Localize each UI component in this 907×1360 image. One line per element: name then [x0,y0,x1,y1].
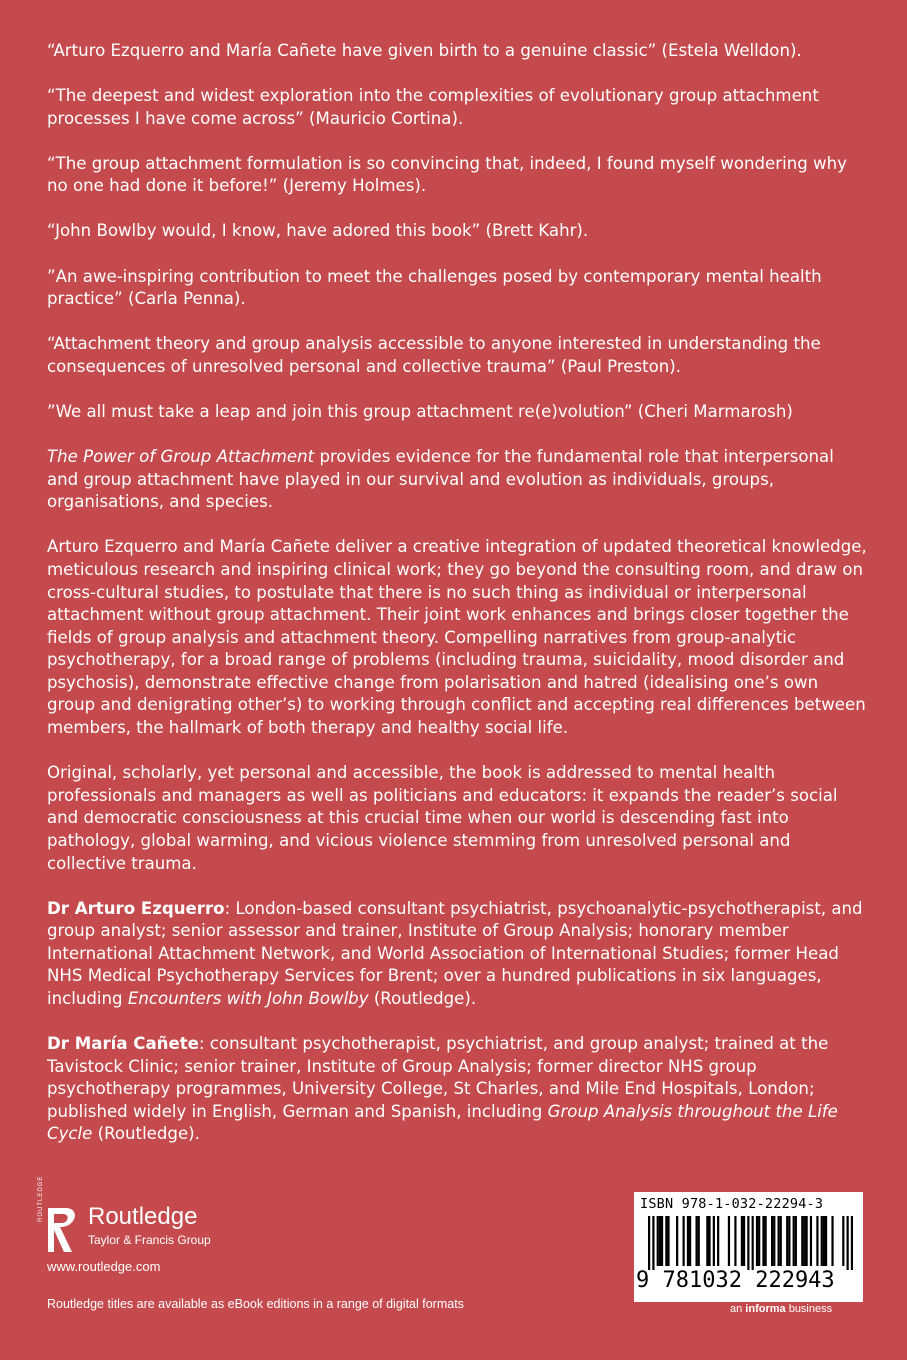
barcode-bar [777,1216,779,1266]
barcode-bar [810,1216,812,1266]
barcode-bar [771,1216,773,1266]
quote-6: “Attachment theory and group analysis accessible to anyone interested in understanding the consequences of unresolved personal and collective trauma” (Paul Preston). [47,334,821,376]
barcode-bar [743,1216,745,1266]
barcode-bar [795,1216,797,1266]
description-paragraph-2: Arturo Ezquerro and María Cañete deliver a creative integration of updated theoretical knowledge, meticulous research and inspiring clinical work; they go beyond the consulting room, and draw on cross-cultural studies, to postulate that there is no such thing as individual or interpersonal attachment without group attachment. Their joint work enhances and brings closer together the fields of group analysis and attachment theory. Compelling narratives from group-analytic psychotherapy, for a broad range of problems (including trauma, suicidality, mood disorder and psychosis), demonstrate effective change from polarisation and hatred (idealising one’s own group and denigrating other’s) to working through conflict and accepting real differences between members, the hallmark of both therapy and healthy social life. [47,537,867,738]
barcode-bar [786,1216,788,1266]
quote-4: “John Bowlby would, I know, have adored this book” (Brett Kahr). [47,221,589,241]
barcode-bar [706,1216,708,1266]
barcode-bar [708,1216,710,1266]
quote-3: “The group attachment formulation is so convincing that, indeed, I found myself wondering why no one had done it before!” (Jeremy Holmes). [47,153,847,196]
barcode-bar [717,1216,719,1266]
barcode-bar [762,1216,764,1266]
barcode-bar [780,1216,782,1266]
barcode-box [634,1192,863,1302]
barcode-bar [695,1216,697,1266]
quote-5: ”An awe-inspiring contribution to meet the challenges posed by contemporary mental health practice” (Carla Penna). [47,266,822,309]
publisher-name: Routledge [88,1203,198,1230]
barcode-bar [728,1216,730,1266]
barcode-bar [648,1216,650,1270]
routledge-vertical-wordmark: ROUTLEDGE [38,1175,44,1222]
barcode [648,1216,853,1270]
barcode-bar [659,1216,661,1266]
barcode-bar [758,1216,760,1266]
publisher-website: www.routledge.com [47,1259,161,1274]
barcode-bar [652,1216,654,1270]
barcode-digits: 9 781032 222943 [636,1268,835,1293]
description-paragraph-1: The Power of Group Attachment provides evidence for the fundamental role that interpersonal and group attachment have played in our survival and evolution as individuals, groups, organisations, and species. [47,447,834,512]
description-paragraph-3: Original, scholarly, yet personal and accessible, the book is addressed to mental health professionals and managers as well as politicians and educators: it expands the reader’s social and democratic consciousness at this crucial time when our world is descending fast into pathology, global warming, and vicious violence stemming from unresolved personal and collective trauma. [47,763,838,873]
barcode-bar [713,1216,715,1266]
routledge-r-icon [40,1206,80,1256]
barcode-bar [851,1216,853,1270]
barcode-bar [847,1216,849,1270]
barcode-bar [689,1216,691,1266]
barcode-bar [806,1216,808,1266]
book-title: The Power of Group Attachment [47,447,315,467]
barcode-bar [825,1216,827,1266]
barcode-bar [816,1216,818,1266]
barcode-bar [788,1216,790,1266]
barcode-bar [831,1216,833,1266]
barcode-bar [765,1216,767,1266]
author-name: Dr Arturo Ezquerro [47,898,225,918]
ebook-note: Routledge titles are available as eBook editions in a range of digital formats [47,1297,464,1311]
author-bio-canete: Dr María Cañete: consultant psychotherapist, psychiatrist, and group analyst; trained at the Tavistock Clinic; senior trainer, Institute of Group Analysis; former director NHS group psychotherapy programmes, University College, St Charles, and Mile End Hospitals, London; published widely in English, German and Spanish, including Group Analysis throughout the Life Cycle (Routledge). [47,1034,838,1144]
quote-1: “Arturo Ezquerro and María Cañete have given birth to a genuine classic” (Estela Welldon). [47,41,802,60]
barcode-bar [698,1216,700,1266]
barcode-bar [793,1216,795,1266]
barcode-bar [821,1216,823,1266]
barcode-bar [823,1216,825,1266]
barcode-bar [741,1216,743,1266]
barcode-bar [661,1216,663,1266]
barcode-bar [801,1216,803,1266]
routledge-logo [38,1175,240,1260]
barcode-bar [683,1216,685,1266]
barcode-bar [756,1216,758,1266]
barcode-bar [657,1216,659,1266]
barcode-bar [734,1216,736,1266]
author-name: Dr María Cañete [47,1034,199,1054]
barcode-bar [803,1216,805,1266]
barcode-bar [687,1216,689,1266]
barcode-bar [747,1216,749,1270]
informa-business: an informa business [730,1303,833,1315]
publisher-group: Taylor & Francis Group [88,1233,211,1247]
quote-2: “The deepest and widest exploration into the complexities of evolutionary group attachment processes I have come across” (Mauricio Cortina). [47,86,819,128]
isbn-label: ISBN 978-1-032-22294-3 [640,1196,824,1212]
barcode-bar [665,1216,667,1266]
barcode-bar [842,1216,844,1266]
back-cover-text [47,40,867,1169]
author-bio-ezquerro: Dr Arturo Ezquerro: London-based consultant psychiatrist, psychoanalytic-psychotherapist, and group analyst; senior assessor and trainer, Institute of Group Analysis; honorary member International Attachment Network, and World Association of International Studies; former Head NHS Medical Psychotherapy Services for Brent; over a hundred publications in six languages, including Encounters with John Bowlby (Routledge). [47,898,863,1008]
barcode-bar [667,1216,669,1266]
quote-7: ”We all must take a leap and join this group attachment re(e)volution” (Cheri Marmarosh) [47,401,793,421]
barcode-bar [773,1216,775,1266]
barcode-bar [752,1216,754,1270]
barcode-bar [676,1216,678,1266]
